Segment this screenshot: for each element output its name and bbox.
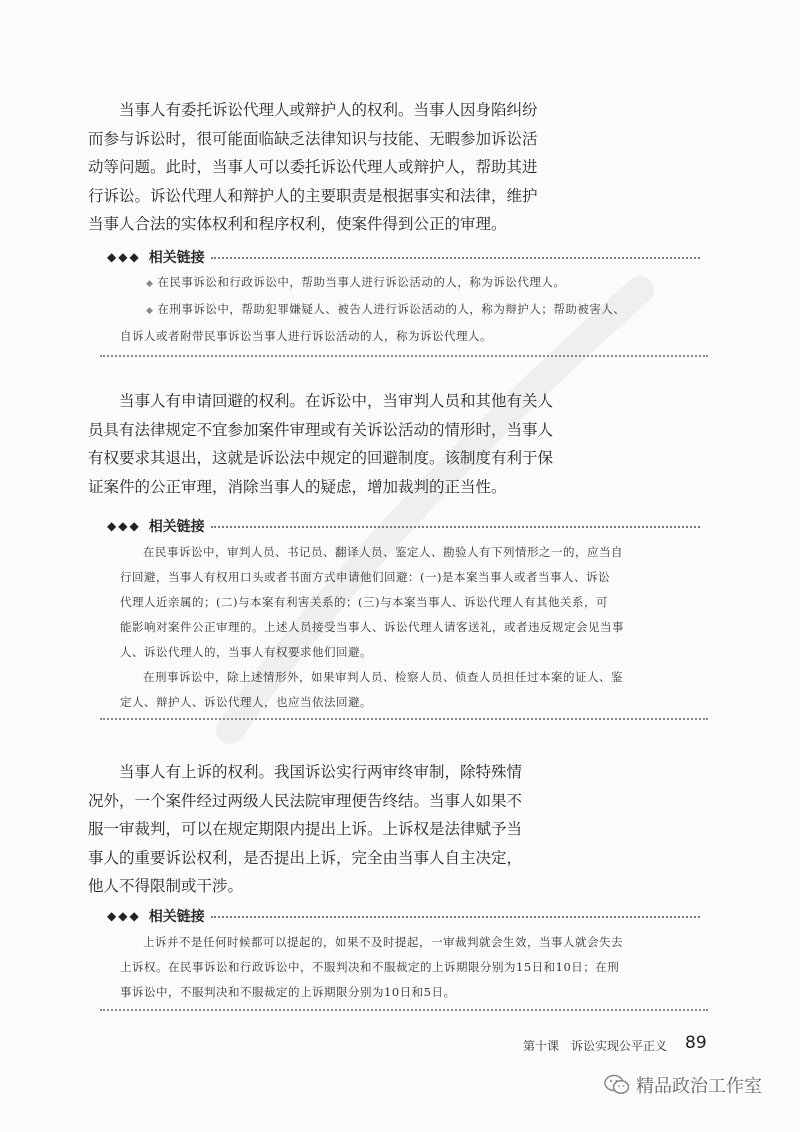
text-line: 动等问题。此时，当事人可以委托诉讼代理人或辩护人，帮助其进 [88,158,538,176]
wechat-icon [604,1074,630,1096]
link-text-line: 自诉人或者附带民事诉讼当事人进行诉讼活动的人，称为诉讼代理人。 [120,329,492,343]
text-line: 当事人有上诉的权利。我国诉讼实行两审终审制，除特殊情 [119,763,523,781]
related-link-title: 相关链接 [148,250,205,266]
paragraph-agent-rights [88,96,558,239]
dotted-divider [211,526,700,528]
related-link-header [107,906,700,926]
text-line: 他人不得限制或干涉。 [88,877,244,895]
diamond-bullets-icon: ◆◆◆ [107,909,141,923]
related-link-body [120,270,726,349]
link-text-line: 上诉并不是任何时候都可以提起的，如果不及时提起，一审裁判就会生效，当事人就会失去 [143,935,623,949]
diamond-bullets-icon: ◆◆◆ [107,519,141,533]
related-link-header [107,247,700,267]
text-line: 当事人有申请回避的权利。在诉讼中，当审判人员和其他有关人 [119,392,554,410]
dotted-separator [100,355,708,357]
link-text-line: 在民事诉讼中，审判人员、书记员、翻译人员、鉴定人、勘验人有下列情形之一的，应当自 [143,545,623,559]
paragraph-recusal-rights [88,387,558,501]
dotted-divider [211,257,700,259]
page-number: 89 [685,1033,707,1053]
dotted-separator [100,718,708,720]
link-text-line [146,297,726,324]
related-link-header [107,516,700,536]
link-text-line: 上诉权。在民事诉讼和行政诉讼中，不服判决和不服裁定的上诉期限分别为15日和10日；在刑 [120,960,620,974]
text-line: 而参与诉讼时，很可能面临缺乏法律知识与技能、无暇参加诉讼活 [88,129,538,148]
text-line: 当事人合法的实体权利和程序权利，使案件得到公正的审理。 [88,215,507,233]
wechat-account-name: 精品政治工作室 [636,1076,762,1097]
link-text: 在民事诉讼和行政诉讼中，帮助当事人进行诉讼活动的人，称为诉讼代理人。 [157,275,566,289]
link-text-line: 在刑事诉讼中，除上述情形外，如果审判人员、检察人员、侦查人员担任过本案的证人、鉴 [143,670,623,684]
dotted-divider [211,916,700,918]
link-text: 在刑事诉讼中，帮助犯罪嫌疑人、被告人进行诉讼活动的人，称为辩护人；帮助被害人、 [157,302,626,316]
link-text-line: 定人、辩护人、诉讼代理人，也应当依法回避。 [120,695,372,709]
text-line: 服一审裁判，可以在规定期限内提出上诉。上诉权是法律赋予当 [88,820,523,838]
diamond-icon: ◆ [146,279,154,289]
dotted-separator [100,1009,708,1011]
text-line: 况外，一个案件经过两级人民法院审理便告终结。当事人如果不 [88,791,523,810]
diamond-icon: ◆ [146,306,154,316]
link-text-line: 能影响对案件公正审理的。上述人员接受当事人、诉讼代理人请客送礼，或者违反规定会见当事 [120,620,624,634]
chapter-title: 第十课 诉讼实现公平正义 [523,1039,668,1053]
link-text-line: 事诉讼中，不服判决和不服裁定的上诉期限分别为10日和5日。 [120,985,456,999]
text-line: 事人的重要诉讼权利，是否提出上诉，完全由当事人自主决定， [88,848,523,867]
link-text-line: 人、诉讼代理人的，当事人有权要求他们回避。 [120,645,372,659]
link-text-line: 代理人近亲属的；(二)与本案有利害关系的；(三)与本案当事人、诉讼代理人有其他关系，可 [120,595,608,609]
text-line: 行诉讼。诉讼代理人和辩护人的主要职责是根据事实和法律，维护 [88,186,538,205]
related-link-title: 相关链接 [148,909,205,925]
text-line: 证案件的公正审理，消除当事人的疑虑，增加裁判的正当性。 [88,477,507,496]
wechat-watermark [604,1072,762,1098]
related-link-body [120,930,700,1005]
text-line: 有权要求其退出，这就是诉讼法中规定的回避制度。该制度有利于保 [88,449,554,467]
related-link-body [120,540,700,715]
text-line: 当事人有委托诉讼代理人或辩护人的权利。当事人因身陷纠纷 [119,101,538,119]
paragraph-appeal-rights [88,758,558,901]
link-text-line [146,270,726,297]
link-text-line: 行回避，当事人有权用口头或者书面方式申请他们回避：(一)是本案当事人或者当事人、诉讼 [120,570,610,584]
diamond-bullets-icon: ◆◆◆ [107,250,141,264]
related-link-title: 相关链接 [148,519,205,535]
text-line: 员具有法律规定不宜参加案件审理或有关诉讼活动的情形时，当事人 [88,420,554,439]
